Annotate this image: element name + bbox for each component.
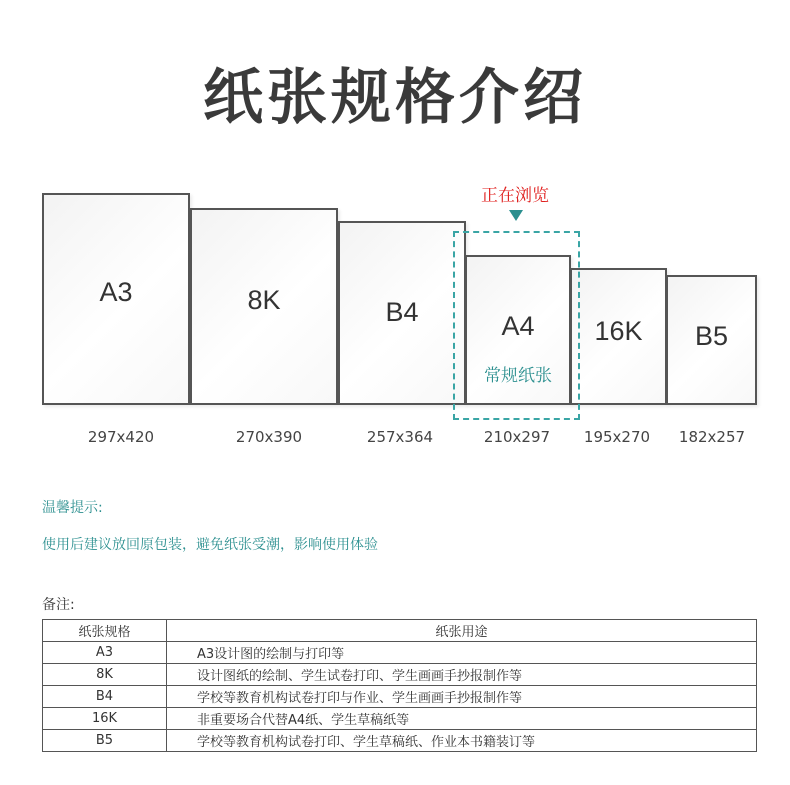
size-b5: 182x257 [678, 428, 746, 446]
paper-a3-label: A3 [99, 277, 133, 307]
size-a3: 297x420 [87, 428, 155, 446]
row-spec: B4 [43, 686, 167, 708]
paper-16k-label: 16K [594, 316, 643, 346]
paper-a4-sublabel: 常规纸张 [484, 366, 552, 386]
row-usage: A3设计图的绘制与打印等 [167, 642, 757, 664]
paper-b5 [666, 275, 757, 405]
browsing-highlight-box [453, 231, 580, 420]
paper-b4-label: B4 [385, 297, 419, 327]
row-spec: 8K [43, 664, 167, 686]
paper-8k-label: 8K [247, 285, 281, 315]
browsing-label: 正在浏览 [481, 186, 549, 206]
paper-b4 [338, 221, 466, 405]
note-title: 备注: [42, 597, 75, 613]
row-spec: 16K [43, 708, 167, 730]
size-8k: 270x390 [235, 428, 303, 446]
paper-8k [190, 208, 338, 405]
row-usage: 学校等教育机构试卷打印与作业、学生画画手抄报制作等 [167, 686, 757, 708]
header-usage: 纸张用途 [167, 620, 757, 642]
paper-a3 [42, 193, 190, 405]
browsing-arrow-icon [509, 210, 523, 221]
table-row [43, 686, 757, 708]
table-header-row [43, 620, 757, 642]
size-a4: 210x297 [483, 428, 551, 446]
table-row [43, 730, 757, 752]
row-spec: B5 [43, 730, 167, 752]
header-spec: 纸张规格 [43, 620, 167, 642]
table-row [43, 642, 757, 664]
row-usage: 非重要场合代替A4纸、学生草稿纸等 [167, 708, 757, 730]
paper-a4-label: A4 [501, 311, 535, 341]
tip-text: 使用后建议放回原包装，避免纸张受潮，影响使用体验 [42, 537, 378, 553]
paper-b5-label: B5 [694, 321, 729, 351]
table-row [43, 708, 757, 730]
size-16k: 195x270 [583, 428, 651, 446]
paper-usage-table [42, 619, 757, 752]
row-spec: A3 [43, 642, 167, 664]
tip-title: 温馨提示: [42, 500, 103, 516]
page-title: 纸张规格介绍 [203, 63, 587, 133]
row-usage: 学校等教育机构试卷打印、学生草稿纸、作业本书籍装订等 [167, 730, 757, 752]
table-row [43, 664, 757, 686]
paper-16k [570, 268, 667, 405]
row-usage: 设计图纸的绘制、学生试卷打印、学生画画手抄报制作等 [167, 664, 757, 686]
size-b4: 257x364 [366, 428, 434, 446]
